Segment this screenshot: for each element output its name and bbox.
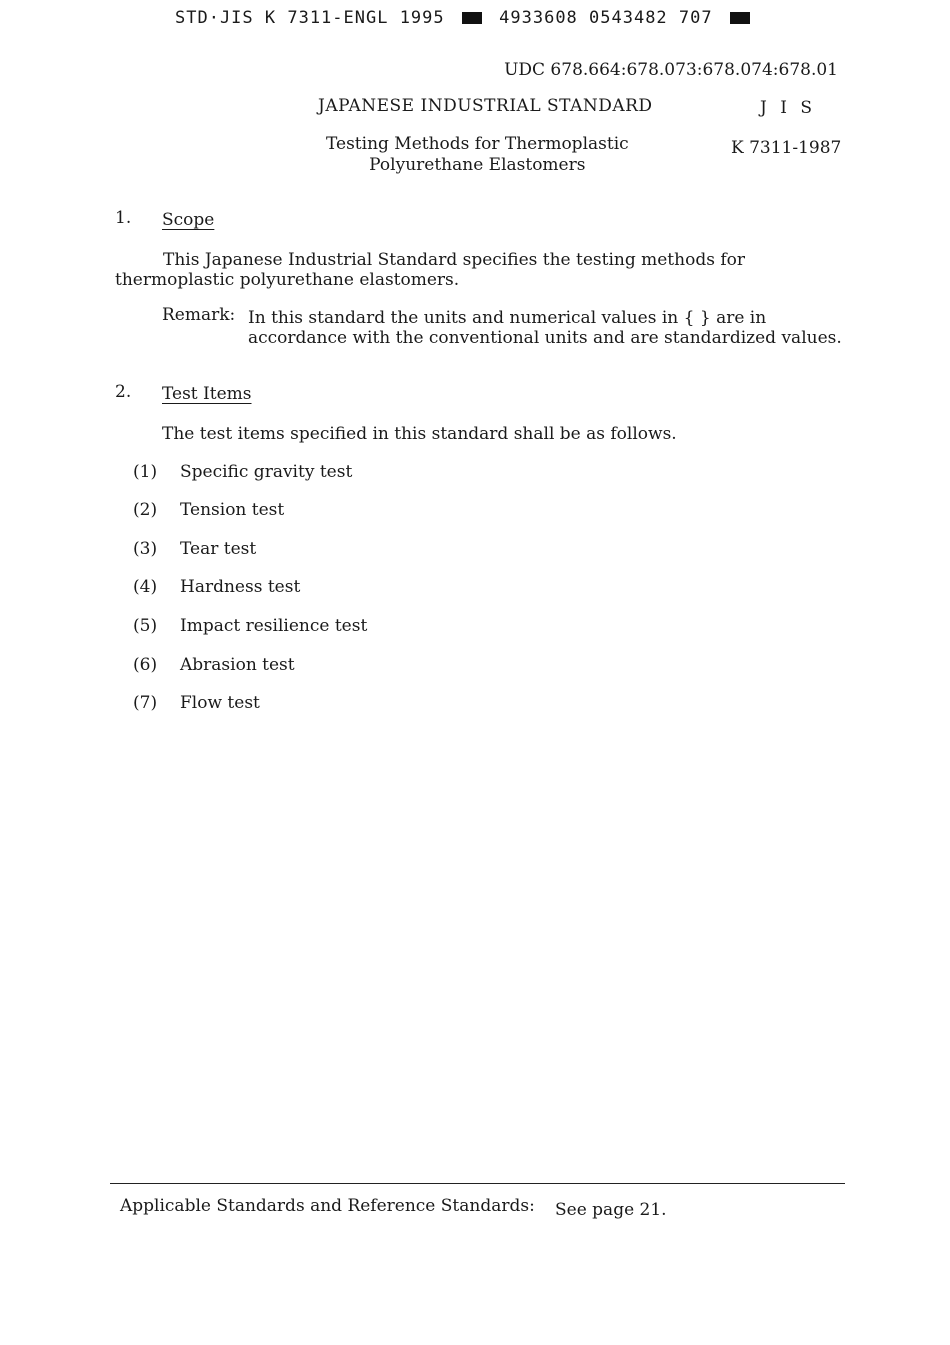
document-number: K 7311-1987	[731, 138, 842, 158]
title-line-1: Testing Methods for Thermoplastic	[326, 134, 629, 154]
remark-line-1: In this standard the units and numerical values in { } are in	[248, 308, 767, 328]
list-item: Specific gravity test	[180, 462, 353, 482]
list-item-number: (6)	[133, 655, 158, 675]
remark-line-2: accordance with the conventional units and are standardized values.	[248, 328, 842, 348]
standard-name: JAPANESE INDUSTRIAL STANDARD	[318, 96, 653, 116]
list-item: Impact resilience test	[180, 616, 368, 636]
list-item: Hardness test	[180, 577, 301, 597]
title-line-2: Polyurethane Elastomers	[369, 155, 586, 175]
test-items-intro: The test items specified in this standard shall be as follows.	[162, 424, 677, 444]
list-item-number: (3)	[133, 539, 158, 559]
section-number: 1.	[115, 208, 132, 228]
remark-text	[248, 308, 842, 348]
jis-mark: J I S	[760, 98, 816, 118]
list-item-number: (1)	[133, 462, 158, 482]
section-number: 2.	[115, 382, 132, 402]
list-item: Flow test	[180, 693, 260, 713]
udc-classification: UDC 678.664:678.073:678.074:678.01	[504, 60, 838, 80]
block-mark	[462, 12, 482, 24]
list-item: Tension test	[180, 500, 285, 520]
section-title-scope: Scope	[162, 210, 215, 230]
remark-label: Remark:	[162, 305, 236, 325]
list-item-number: (5)	[133, 616, 158, 636]
header-code-middle: 4933608 0543482 707	[499, 8, 713, 28]
list-item-number: (7)	[133, 693, 158, 713]
footnote-label: Applicable Standards and Reference Standards:	[120, 1196, 535, 1216]
list-item-number: (2)	[133, 500, 158, 520]
list-item: Abrasion test	[180, 655, 295, 675]
list-item: Tear test	[180, 539, 257, 559]
scope-line-2: thermoplastic polyurethane elastomers.	[115, 270, 460, 290]
header-code-left: STD·JIS K 7311-ENGL 1995	[175, 8, 445, 28]
document-title	[326, 134, 629, 176]
scope-line-1: This Japanese Industrial Standard specifies the testing methods for	[163, 250, 745, 270]
block-mark	[730, 12, 750, 24]
scope-paragraph	[115, 250, 755, 290]
section-title-test-items: Test Items	[162, 384, 252, 404]
footnote-divider	[110, 1183, 845, 1184]
footnote-reference: See page 21.	[555, 1200, 667, 1220]
list-item-number: (4)	[133, 577, 158, 597]
header-code	[175, 8, 756, 28]
